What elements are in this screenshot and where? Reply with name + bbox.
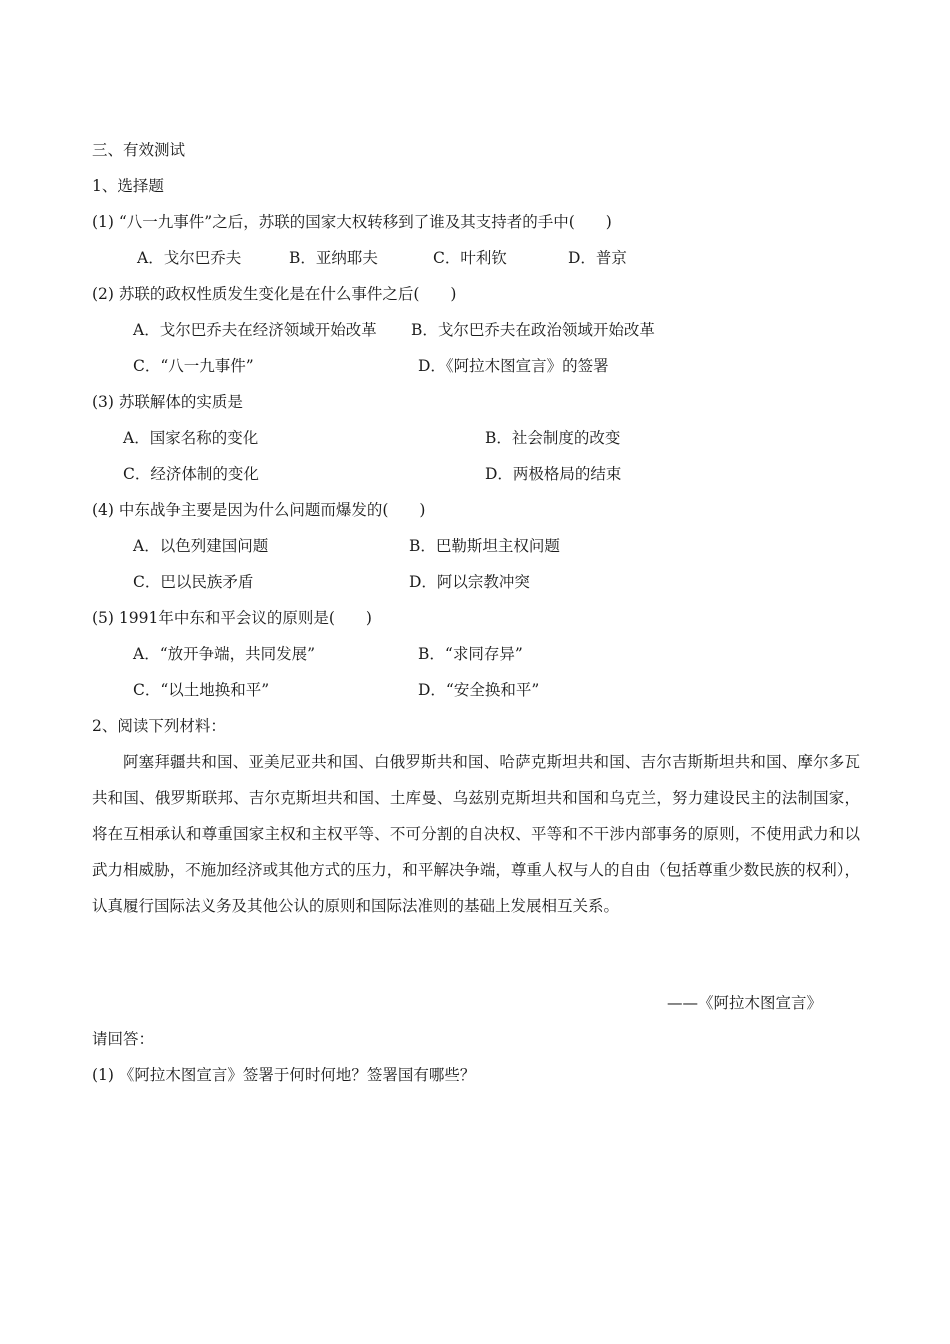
part1-title: 1、选择题 [92,177,164,195]
question-4-option-b: B．巴勒斯坦主权问题 [409,537,560,555]
question-4-option-a: A．以色列建国问题 [133,537,269,555]
question-1-option-d: D．普京 [568,249,627,267]
question-2-option-c: C．“八一九事件” [133,357,254,375]
section-title: 三、有效测试 [92,141,186,159]
question-3-stem: (3) 苏联解体的实质是 [92,393,243,411]
question-1-option-a: A．戈尔巴乔夫 [137,249,242,267]
question-3-option-c: C．经济体制的变化 [123,465,259,483]
question-5-option-d: D．“安全换和平” [418,681,540,699]
answer-prompt: 请回答： [92,1030,155,1048]
question-5-stem: (5) 1991年中东和平会议的原则是( ) [92,609,372,627]
sub-question-1: (1) 《阿拉木图宣言》签署于何时何地？签署国有哪些？ [92,1066,476,1084]
question-4-stem: (4) 中东战争主要是因为什么问题而爆发的( ) [92,501,426,519]
part2-title: 2、阅读下列材料： [92,717,226,735]
question-5-option-c: C．“以土地换和平” [133,681,270,699]
question-1-stem: (1) “八一九事件”之后，苏联的国家大权转移到了谁及其支持者的手中( ) [92,213,612,231]
question-4-option-c: C．巴以民族矛盾 [133,573,254,591]
question-5-option-b: B．“求同存异” [418,645,523,663]
question-2-option-a: A．戈尔巴乔夫在经济领域开始改革 [133,321,377,339]
question-1-option-c: C．叶利钦 [433,249,507,267]
question-1-option-b: B．亚纳耶夫 [289,249,378,267]
question-3-option-d: D．两极格局的结束 [485,465,622,483]
question-2-stem: (2) 苏联的政权性质发生变化是在什么事件之后( ) [92,285,457,303]
question-2-option-b: B．戈尔巴乔夫在政治领域开始改革 [411,321,655,339]
material-source: ——《阿拉木图宣言》 [666,994,822,1012]
question-4-option-d: D．阿以宗教冲突 [409,573,530,591]
question-5-option-a: A．“放开争端，共同发展” [133,645,316,663]
question-3-option-a: A．国家名称的变化 [123,429,259,447]
reading-material: 阿塞拜疆共和国、亚美尼亚共和国、白俄罗斯共和国、哈萨克斯坦共和国、吉尔吉斯斯坦共和国、摩尔多瓦共和国、俄罗斯联邦、吉尔克斯坦共和国、土库曼、乌兹别克斯坦共和国和乌克兰，努力建设民主的法制国家，将在互相承认和尊重国家主权和主权平等、不可分割的自决权、平等和不干涉内部事务的原则，不使用武力和以武力相威胁，不施加经济或其他方式的压力，和平解决争端，尊重人权与人的自由（包括尊重少数民族的权利），认真履行国际法义务及其他公认的原则和国际法准则的基础上发展相互关系。 [92,753,860,915]
question-3-option-b: B．社会制度的改变 [485,429,621,447]
question-2-option-d: D．《阿拉木图宣言》的签署 [418,357,609,375]
